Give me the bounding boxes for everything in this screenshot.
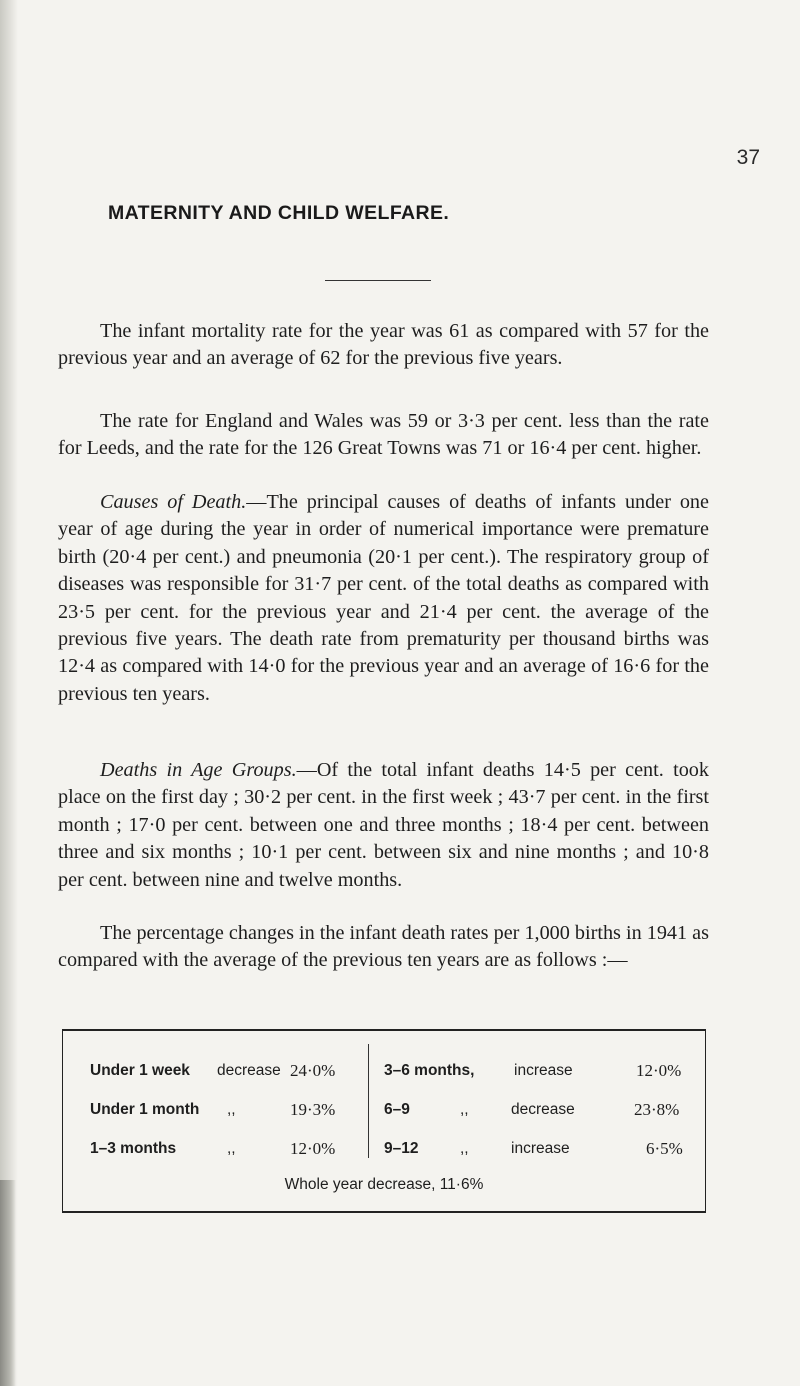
left-row-2-ditto: ,, [227, 1101, 236, 1118]
right-row-1-value: 12·0% [636, 1061, 682, 1080]
left-row-1-change: decrease [217, 1062, 281, 1079]
left-row-3-ditto: ,, [227, 1140, 236, 1157]
right-row-2-ditto: ,, [460, 1101, 469, 1118]
paragraph-infant-mortality: The infant mortality rate for the year was 61 as compared with 57 for the previous year and an average of 62 for the previous five years. [58, 320, 709, 370]
whole-year-summary: Whole year decrease, 11·6% [284, 1176, 484, 1193]
percentage-changes-table [62, 1029, 706, 1213]
right-row-3-change: increase [511, 1140, 570, 1157]
right-row-2-label: 6–9 [384, 1101, 410, 1118]
left-row-3-value: 12·0% [290, 1139, 336, 1158]
page-edge-dark [0, 1180, 16, 1386]
right-row-2-change: decrease [511, 1101, 575, 1118]
title-rule [325, 280, 431, 281]
page-title: MATERNITY AND CHILD WELFARE. [108, 202, 450, 224]
table-column-divider [368, 1044, 369, 1158]
paragraph-england-wales: The rate for England and Wales was 59 or 3·3 per cent. less than the rate for Leeds, and the rate for the 126 Great Towns was 71 or 16·4 per cent. higher. [58, 410, 709, 460]
causes-of-death-text: —The principal causes of deaths of infants under one year of age during the year in order of numerical importance were premature birth (20·4 per cent.) and pneumonia (20·1 per cent.). The respiratory group of diseases was responsible for 31·7 per cent. of the total deaths as compared with 23·5 per cent. for the previous year and 21·4 per cent. the average of the previous five years. The death rate from prematurity per thousand births was 12·4 as compared with 14·0 for the previous year and an average of 16·6 for the previous ten years. [58, 491, 709, 705]
causes-of-death-heading: Causes of Death. [100, 491, 247, 513]
left-row-3-label: 1–3 months [90, 1140, 177, 1157]
paragraph-causes-of-death [58, 489, 709, 708]
left-row-1-value: 24·0% [290, 1061, 336, 1080]
right-row-3-value: 6·5% [646, 1139, 683, 1158]
left-row-1-label: Under 1 week [90, 1062, 190, 1079]
left-row-2-label: Under 1 month [90, 1101, 200, 1118]
page-edge-shadow [0, 0, 18, 1386]
age-groups-text: —Of the total infant deaths 14·5 per cent. took place on the first day ; 30·2 per cent. in the first week ; 43·7 per cent. in the first month ; 17·0 per cent. between one and three months ; 18·4 per cent. between three and six months ; 10·1 per cent. between six and nine months ; and 10·8 per cent. between nine and twelve months. [58, 759, 709, 891]
age-groups-heading: Deaths in Age Groups. [100, 759, 297, 781]
right-row-1-label: 3–6 months, [384, 1062, 475, 1079]
right-row-2-value: 23·8% [634, 1100, 680, 1119]
paragraph-percentage-changes: The percentage changes in the infant death rates per 1,000 births in 1941 as compared with the average of the previous ten years are as follows :— [58, 922, 709, 972]
page-number: 37 [736, 146, 760, 169]
paragraph-age-groups [58, 757, 709, 894]
right-row-1-change: increase [514, 1062, 573, 1079]
left-row-2-value: 19·3% [290, 1100, 336, 1119]
right-row-3-ditto: ,, [460, 1140, 469, 1157]
right-row-3-label: 9–12 [384, 1140, 419, 1157]
